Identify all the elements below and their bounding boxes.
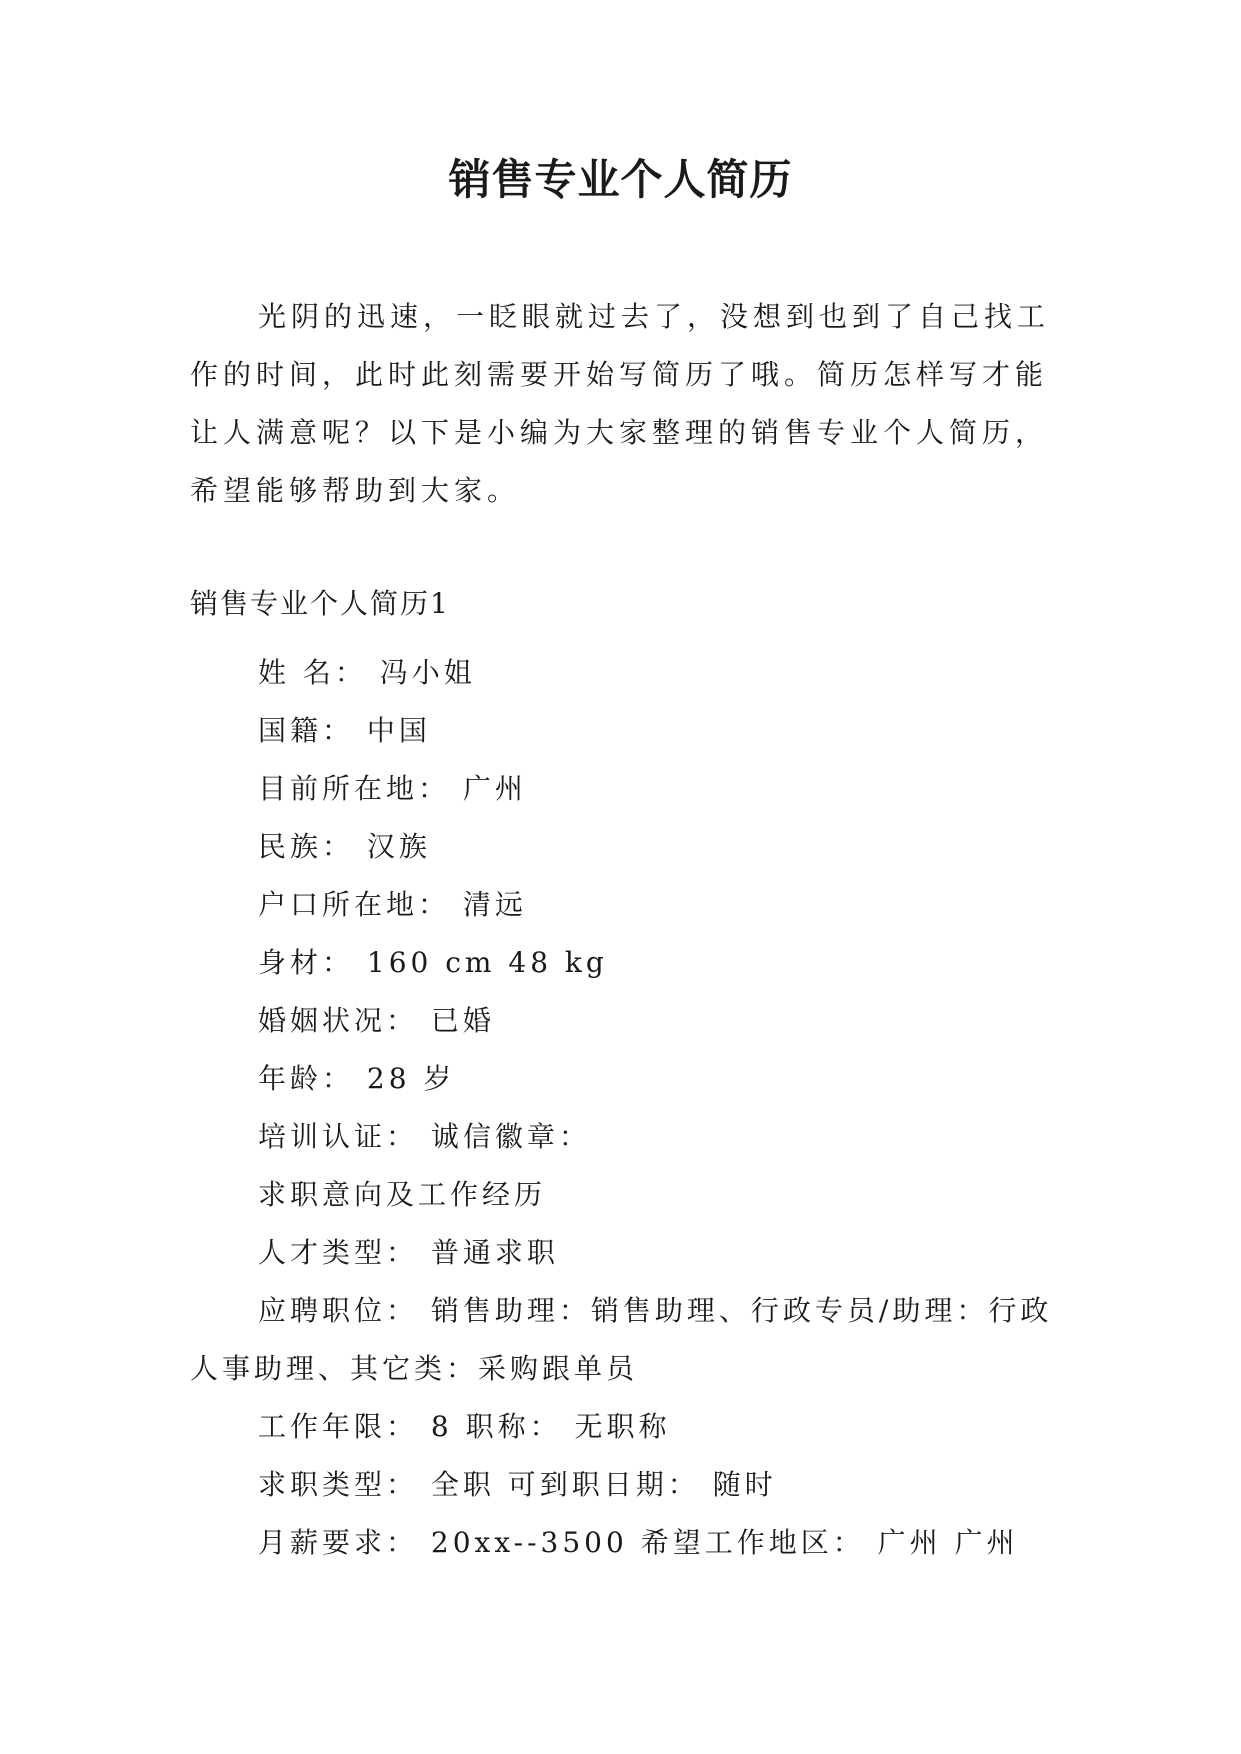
certification-line: 培训认证： 诚信徽章： — [258, 1120, 591, 1153]
age-line: 年龄： 28 岁 — [258, 1062, 456, 1095]
job-type-line: 求职类型： 全职 可到职日期： 随时 — [258, 1468, 777, 1501]
section-heading: 销售专业个人简历1 — [190, 587, 450, 620]
document-title: 销售专业个人简历 — [448, 155, 793, 204]
talent-type-line: 人才类型： 普通求职 — [258, 1236, 559, 1269]
salary-line: 月薪要求： 20xx--3500 希望工作地区： 广州 广州 — [258, 1526, 1019, 1559]
height-weight-line: 身材： 160 cm 48 kg — [258, 946, 608, 979]
marital-status-line: 婚姻状况： 已婚 — [258, 1004, 495, 1037]
household-registration-line: 户口所在地： 清远 — [258, 888, 527, 921]
name-line: 姓 名： 冯小姐 — [258, 656, 476, 689]
intro-paragraph: 光阴的迅速，一眨眼就过去了，没想到也到了自己找工作的时间，此时此刻需要开始写简历了哦。简历怎样写才能让人满意呢？以下是小编为大家整理的销售专业个人简历，希望能够帮助到大家。 — [190, 300, 1051, 507]
work-years-line: 工作年限： 8 职称： 无职称 — [258, 1410, 671, 1443]
ethnicity-line: 民族： 汉族 — [258, 830, 431, 863]
nationality-line: 国籍： 中国 — [258, 714, 431, 747]
current-location-line: 目前所在地： 广州 — [258, 772, 527, 805]
job-intention-heading: 求职意向及工作经历 — [258, 1178, 547, 1211]
resume-details — [190, 644, 1060, 1572]
applied-position-line: 应聘职位： 销售助理：销售助理、行政专员/助理：行政人事助理、其它类：采购跟单员 — [190, 1294, 1053, 1385]
